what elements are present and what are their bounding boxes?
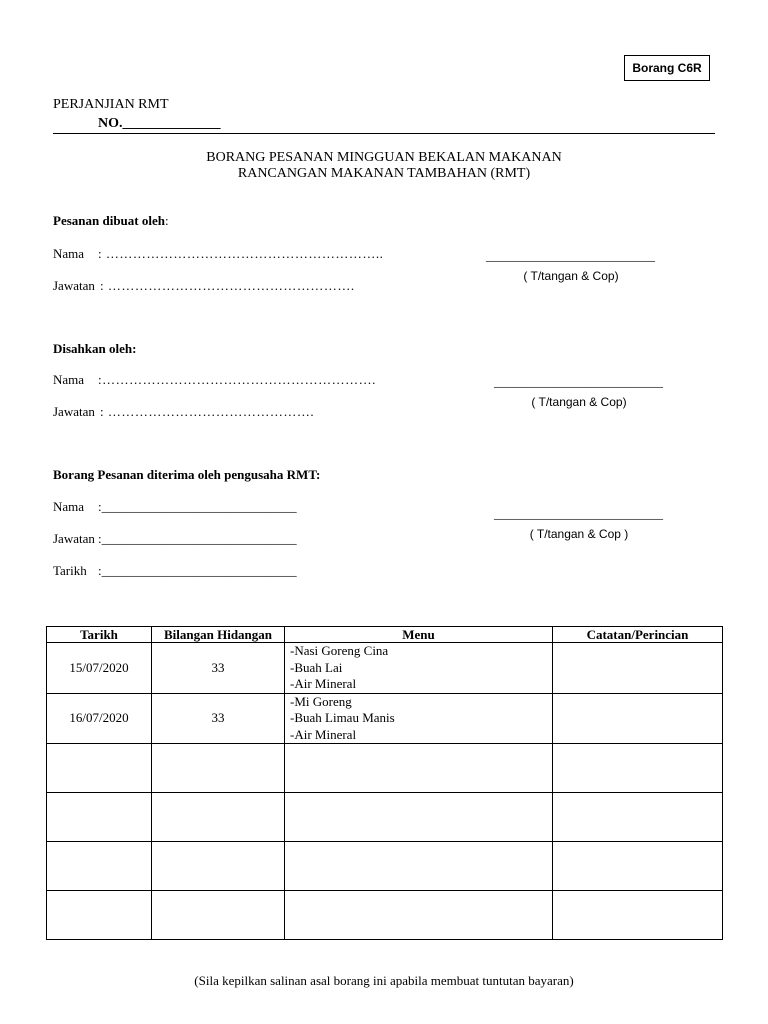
date-cell[interactable] (47, 744, 152, 793)
received-signature-caption: ( T/tangan & Cop ) (529, 527, 629, 541)
menu-item: -Buah Limau Manis (290, 710, 395, 725)
menu-item: -Mi Goreng (290, 693, 352, 709)
received-date-label: Tarikh (53, 563, 87, 578)
ordered-signature-caption: ( T/tangan & Cop) (523, 269, 619, 283)
ordered-by-heading (53, 213, 169, 229)
ordered-by-heading-text: Pesanan dibuat oleh (53, 213, 165, 228)
notes-cell[interactable] (553, 643, 723, 694)
servings-cell[interactable] (152, 744, 285, 793)
menu-cell[interactable] (285, 793, 553, 842)
received-signature-line[interactable]: __________________________ (494, 506, 663, 521)
approved-position-field[interactable]: : ………………………………………. (100, 404, 315, 419)
date-cell[interactable]: 15/07/2020 (47, 643, 152, 694)
servings-cell[interactable]: 33 (152, 693, 285, 744)
received-position-label: Jawatan (53, 531, 95, 546)
menu-cell[interactable] (285, 891, 553, 940)
menu-item: -Air Mineral (290, 676, 357, 691)
table-row (47, 693, 723, 744)
column-header-notes: Catatan/Perincian (553, 627, 723, 643)
date-cell[interactable] (47, 842, 152, 891)
form-code-badge: Borang C6R (624, 55, 710, 81)
menu-item: -Nasi Goreng Cina (290, 643, 389, 658)
agreement-number: NO.______________ (98, 116, 221, 131)
footnote: (Sila kepilkan salinan asal borang ini apabila membuat tuntutan bayaran) (194, 973, 574, 988)
approved-signature-caption: ( T/tangan & Cop) (531, 395, 627, 409)
received-by-heading: Borang Pesanan diterima oleh pengusaha RMT: (53, 467, 321, 482)
notes-cell[interactable] (553, 793, 723, 842)
table-row (47, 891, 723, 940)
approved-name-label: Nama (53, 372, 85, 387)
date-cell[interactable] (47, 891, 152, 940)
notes-cell[interactable] (553, 891, 723, 940)
form-title-line2: RANCANGAN MAKANAN TAMBAHAN (RMT) (237, 166, 531, 181)
approved-name-field[interactable]: :……………………………………………………. (98, 372, 376, 387)
ordered-by-heading-colon: : (164, 213, 169, 228)
column-header-date: Tarikh (47, 627, 152, 643)
menu-cell[interactable] (285, 643, 553, 694)
column-header-servings: Bilangan Hidangan (152, 627, 285, 643)
menu-cell[interactable] (285, 744, 553, 793)
received-date-field[interactable]: :______________________________ (98, 563, 297, 578)
approved-position-label: Jawatan (53, 404, 95, 419)
table-row (47, 744, 723, 793)
notes-cell[interactable] (553, 842, 723, 891)
date-cell[interactable]: 16/07/2020 (47, 693, 152, 744)
menu-item: -Buah Lai (290, 659, 343, 675)
notes-cell[interactable] (553, 744, 723, 793)
weekly-order-table (46, 626, 723, 940)
form-title-line1: BORANG PESANAN MINGGUAN BEKALAN MAKANAN (206, 150, 562, 165)
ordered-position-field[interactable]: : ………………………………………………. (100, 278, 355, 293)
menu-item: -Air Mineral (290, 726, 357, 742)
servings-cell[interactable] (152, 842, 285, 891)
header-divider (53, 133, 715, 134)
received-name-field[interactable]: :______________________________ (98, 499, 297, 514)
table-header-row (47, 627, 723, 643)
servings-cell[interactable]: 33 (152, 643, 285, 694)
agreement-label: PERJANJIAN RMT (53, 97, 169, 112)
ordered-name-label: Nama (53, 246, 85, 261)
column-header-menu: Menu (285, 627, 553, 643)
table-row (47, 643, 723, 694)
ordered-signature-line[interactable]: __________________________ (486, 248, 655, 263)
received-name-label: Nama (53, 499, 85, 514)
date-cell[interactable] (47, 793, 152, 842)
received-position-field[interactable]: :______________________________ (98, 531, 297, 546)
approved-by-heading: Disahkan oleh: (53, 341, 137, 356)
menu-cell[interactable] (285, 842, 553, 891)
servings-cell[interactable] (152, 793, 285, 842)
table-row (47, 842, 723, 891)
notes-cell[interactable] (553, 693, 723, 744)
servings-cell[interactable] (152, 891, 285, 940)
menu-cell[interactable] (285, 693, 553, 744)
approved-signature-line[interactable]: __________________________ (494, 374, 663, 389)
ordered-name-field[interactable]: : …………………………………………………….. (98, 246, 384, 261)
ordered-position-label: Jawatan (53, 278, 95, 293)
table-row (47, 793, 723, 842)
